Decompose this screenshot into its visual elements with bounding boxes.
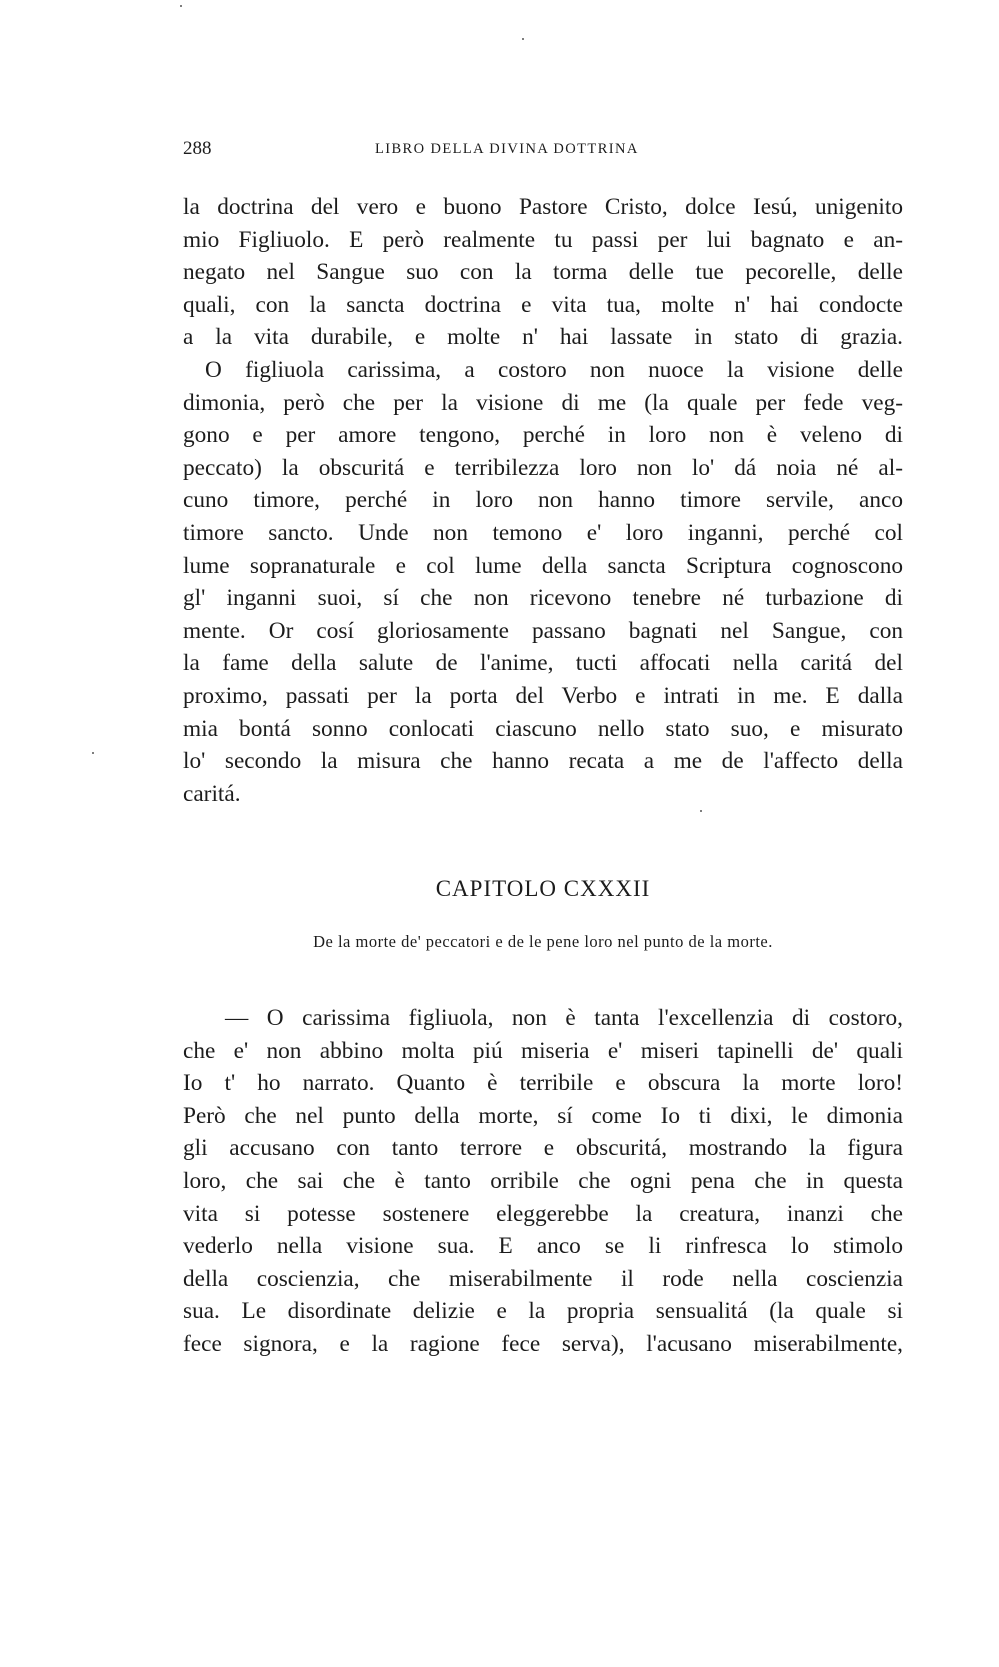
text-line: vederlo nella visione sua. E anco se li rinfresca lo stimolo	[183, 1233, 903, 1260]
text-line: quali, con la sancta doctrina e vita tua, molte n' hai condocte	[183, 291, 903, 318]
chapter-title: CAPITOLO CXXXII	[435, 876, 651, 901]
page-number: 288	[183, 138, 212, 159]
text-line: Io t' ho narrato. Quanto è terribile e obscura la morte loro!	[183, 1070, 903, 1097]
text-line: dimonia, però che per la visione di me (la quale per fede veg-	[183, 389, 903, 416]
running-head	[183, 137, 903, 161]
chapter-subtitle: De la morte de' peccatori e de le pene loro nel punto de la morte.	[313, 932, 773, 951]
text-line: mio Figliuolo. E però realmente tu passi per lui bagnato e an-	[183, 226, 903, 253]
text-line: caritá.	[183, 780, 241, 807]
scan-speck	[92, 752, 94, 754]
text-line: mia bontá sonno conlocati ciascuno nello stato suo, e misurato	[183, 715, 903, 742]
text-line: timore sancto. Unde non temono e' loro inganni, perché col	[183, 519, 903, 546]
text-line: O figliuola carissima, a costoro non nuoce la visione delle	[205, 356, 903, 383]
text-line: gono e per amore tengono, perché in loro non è veleno di	[183, 422, 903, 449]
scan-speck	[522, 38, 524, 40]
text-line: negato nel Sangue suo con la torma delle tue pecorelle, delle	[183, 259, 903, 286]
text-line: peccato) la obscuritá e terribilezza loro non lo' dá noia né al-	[183, 454, 903, 481]
text-line: proximo, passati per la porta del Verbo e intrati in me. E dalla	[183, 682, 903, 709]
text-line: della coscienzia, che miserabilmente il rode nella coscienzia	[183, 1265, 903, 1292]
text-line: vita si potesse sostenere eleggerebbe la creatura, inanzi che	[183, 1200, 903, 1227]
text-line: cuno timore, perché in loro non hanno timore servile, anco	[183, 487, 903, 514]
text-line: sua. Le disordinate delizie e la propria sensualitá (la quale si	[183, 1298, 903, 1325]
scan-speck	[180, 5, 182, 7]
scan-speck	[700, 810, 702, 812]
text-line: che e' non abbino molta piú miseria e' miseri tapinelli de' quali	[183, 1037, 903, 1064]
text-line: Però che nel punto della morte, sí come Io ti dixi, le dimonia	[183, 1102, 903, 1129]
text-line: la fame della salute de l'anime, tucti affocati nella caritá del	[183, 650, 903, 677]
text-line: mente. Or cosí gloriosamente passano bagnati nel Sangue, con	[183, 617, 903, 644]
text-line: la doctrina del vero e buono Pastore Cristo, dolce Iesú, unigenito	[183, 194, 903, 220]
body-text-bottom	[183, 1002, 903, 1361]
running-title: LIBRO DELLA DIVINA DOTTRINA	[375, 141, 639, 157]
text-line: fece signora, e la ragione fece serva), l'acusano miserabilmente,	[183, 1330, 903, 1357]
text-line: a la vita durabile, e molte n' hai lassate in stato di grazia.	[183, 324, 903, 351]
text-line: lo' secondo la misura che hanno recata a me de l'affecto della	[183, 748, 903, 775]
body-text-top	[183, 191, 903, 810]
text-line: — O carissima figliuola, non è tanta l'excellenzia di costoro,	[225, 1005, 903, 1031]
text-line: gli accusano con tanto terrore e obscuritá, mostrando la figura	[183, 1135, 903, 1162]
text-line: loro, che sai che è tanto orribile che ogni pena che in questa	[183, 1167, 903, 1194]
text-line: gl' inganni suoi, sí che non ricevono tenebre né turbazione di	[183, 585, 903, 612]
text-line: lume sopranaturale e col lume della sancta Scriptura cognoscono	[183, 552, 903, 579]
